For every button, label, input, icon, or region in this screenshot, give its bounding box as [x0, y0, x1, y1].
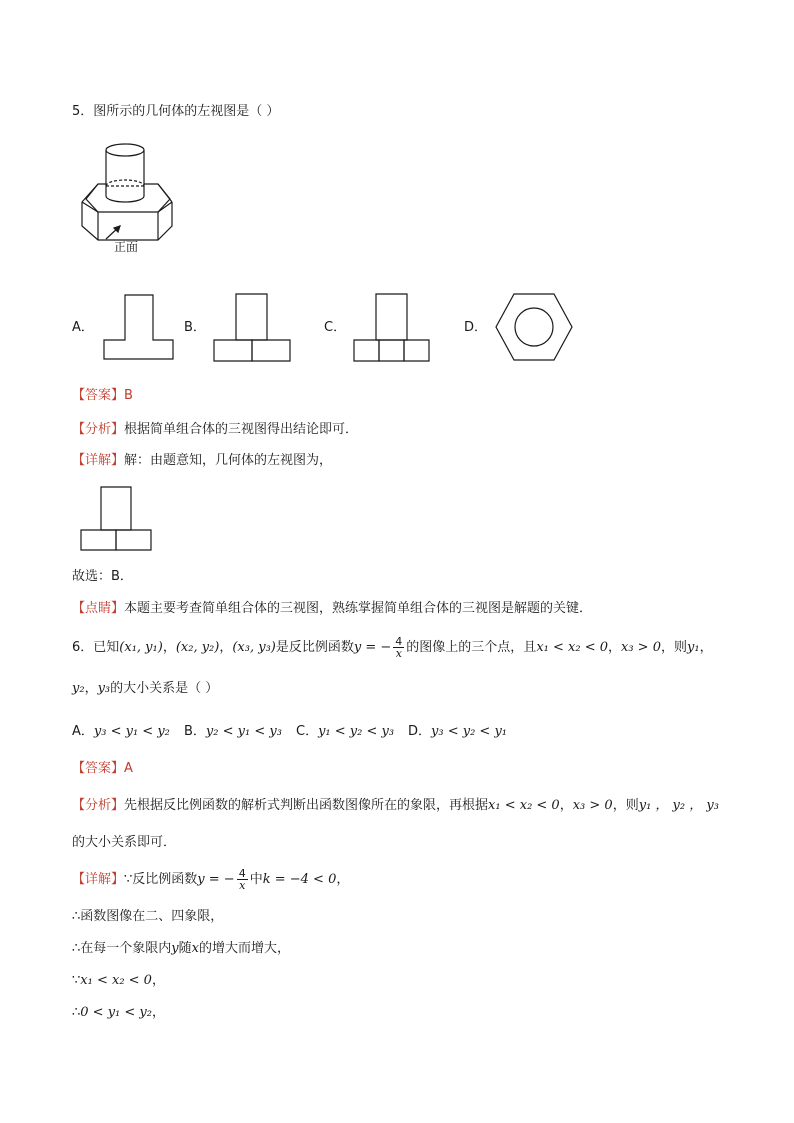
q6-detail-tag: 【详解】 — [72, 872, 125, 887]
q6-analysis-a: 先根据反比例函数的解析式判断出函数图像所在的象限，再根据 — [124, 798, 489, 813]
q6-cond-1: x₁ < x₂ < 0 — [536, 640, 608, 655]
q5-detail-text: 解：由题意知，几何体的左视图为， — [124, 453, 333, 468]
q6-answer-value: A — [124, 761, 133, 776]
q6-frac-num: 4 — [395, 635, 403, 648]
q6-sep-1: ， — [162, 640, 176, 655]
q5-analysis — [72, 421, 358, 439]
q6-option-d-letter: D． — [408, 724, 432, 739]
q6-fraction — [393, 636, 404, 659]
q6-option-b-letter: B． — [184, 724, 206, 739]
q6-frac-den: x — [395, 647, 402, 660]
q6-analysis-c2: x₃ > 0 — [572, 798, 613, 813]
q6-line2-tail: 的大小关系是（ ） — [110, 681, 219, 696]
q6-detail-line3 — [72, 940, 290, 958]
q6-detail-line1 — [72, 868, 349, 891]
q5-stem — [72, 103, 279, 121]
q5-option-c-figure — [353, 293, 431, 363]
q6-d5-a: ∴ — [72, 1005, 81, 1020]
q6-d1-c: ， — [336, 872, 350, 887]
q6-point-2: (x₂, y₂) — [175, 640, 220, 655]
q5-front-label: 正面 — [114, 240, 139, 254]
q6-cond-2: x₃ > 0 — [621, 640, 661, 655]
q5-solid-figure — [78, 140, 178, 245]
q6-option-d-expr: y₃ < y₂ < y₁ — [431, 724, 507, 739]
q6-option-a-letter: A． — [72, 724, 94, 739]
q6-d5-b: ， — [151, 1005, 165, 1020]
q6-d4-expr: x₁ < x₂ < 0 — [80, 973, 152, 988]
q6-option-c — [296, 723, 394, 741]
q6-d3-b: 随 — [178, 941, 192, 956]
q6-d1-num: 4 — [238, 867, 246, 880]
q5-comment-tag: 【点睛】 — [72, 601, 125, 616]
q6-number: 6． — [72, 640, 94, 655]
q5-option-a-letter: A． — [72, 320, 94, 335]
q6-d4-b: ， — [151, 973, 165, 988]
q6-cond-sep: ， — [607, 640, 621, 655]
q5-comment-text: 本题主要考查简单组合体的三视图，熟练掌握简单组合体的三视图是解题的关键． — [124, 601, 593, 616]
q6-analysis-tag: 【分析】 — [72, 798, 125, 813]
q6-option-a — [72, 723, 170, 741]
q5-option-b-letter: B． — [184, 320, 206, 335]
q6-analysis-sep: ， — [559, 798, 573, 813]
q5-detail-figure — [80, 486, 154, 552]
q6-then: ，则 — [660, 640, 687, 655]
q6-detail-line2: ∴函数图像在二、四象限， — [72, 909, 224, 924]
q6-sep-2: ， — [219, 640, 233, 655]
q6-line2-comma: ， — [84, 681, 98, 696]
q5-analysis-text: 根据简单组合体的三视图得出结论即可． — [124, 422, 359, 437]
q6-func-lhs: y = − — [353, 640, 392, 655]
q6-line2-y2: y₂ — [72, 681, 85, 696]
q6-analysis-line2: 的大小关系即可． — [72, 835, 177, 850]
q6-d1-func: y = − — [197, 872, 235, 887]
q6-d1-b: 中 — [249, 872, 263, 887]
q6-analysis-y: y₁ ， y₂ ， y₃ — [638, 798, 719, 813]
q6-option-c-letter: C． — [296, 724, 319, 739]
q6-is-points-of: 是反比例函数 — [275, 640, 354, 655]
q6-d1-a: ∵反比例函数 — [124, 872, 198, 887]
q6-line2-y3: y₃ — [97, 681, 111, 696]
q6-d5-expr: 0 < y₁ < y₂ — [80, 1005, 152, 1020]
q6-d1-den: x — [239, 879, 246, 892]
q6-y1: y₁ — [687, 640, 700, 655]
q5-detail-tag: 【详解】 — [72, 453, 125, 468]
q6-analysis-c1: x₁ < x₂ < 0 — [488, 798, 560, 813]
q5-comment — [72, 600, 592, 618]
q6-stem-line2 — [72, 680, 218, 698]
q6-answer — [72, 760, 133, 778]
q6-option-a-expr: y₃ < y₁ < y₂ — [93, 724, 170, 739]
q5-stem-text: 图所示的几何体的左视图是（ ） — [93, 104, 280, 119]
q6-option-d — [408, 723, 507, 741]
q6-analysis-then: ，则 — [612, 798, 639, 813]
q6-known: 已知 — [93, 640, 120, 655]
q6-d3-c: 的增大而增大， — [199, 941, 291, 956]
q6-stem-line1 — [72, 636, 713, 659]
q6-answer-tag: 【答案】 — [72, 761, 125, 776]
q6-point-3: (x₃, y₃) — [232, 640, 276, 655]
q5-option-a-figure — [103, 294, 175, 362]
q5-answer — [72, 387, 133, 405]
q5-option-d-figure — [494, 292, 574, 362]
q6-d3-x: x — [191, 941, 199, 956]
q6-d1-fraction — [237, 868, 248, 891]
q6-point-1: (x₁, y₁) — [119, 640, 163, 655]
q6-d3-y: y — [171, 941, 179, 956]
q6-comma: ， — [699, 640, 713, 655]
q5-choose: 故选：B． — [72, 569, 133, 584]
q6-option-b — [184, 723, 282, 741]
q6-option-c-expr: y₁ < y₂ < y₃ — [318, 724, 395, 739]
q5-option-b-figure — [213, 293, 291, 363]
q6-detail-line5 — [72, 1004, 165, 1022]
q5-answer-tag: 【答案】 — [72, 388, 125, 403]
q5-analysis-tag: 【分析】 — [72, 422, 125, 437]
q6-detail-line4 — [72, 972, 165, 990]
q6-option-b-expr: y₂ < y₁ < y₃ — [205, 724, 282, 739]
q5-answer-value: B — [124, 388, 133, 403]
q5-option-c-letter: C． — [324, 320, 347, 335]
q5-number: 5． — [72, 104, 94, 119]
q6-d1-k: k = −4 < 0 — [262, 872, 337, 887]
q6-graph-text: 的图像上的三个点，且 — [406, 640, 537, 655]
q6-d3-a: ∴在每一个象限内 — [72, 941, 172, 956]
q6-d4-a: ∵ — [72, 973, 81, 988]
q6-analysis-line1 — [72, 797, 719, 815]
q5-option-d-letter: D． — [464, 320, 488, 335]
q5-detail — [72, 452, 332, 470]
